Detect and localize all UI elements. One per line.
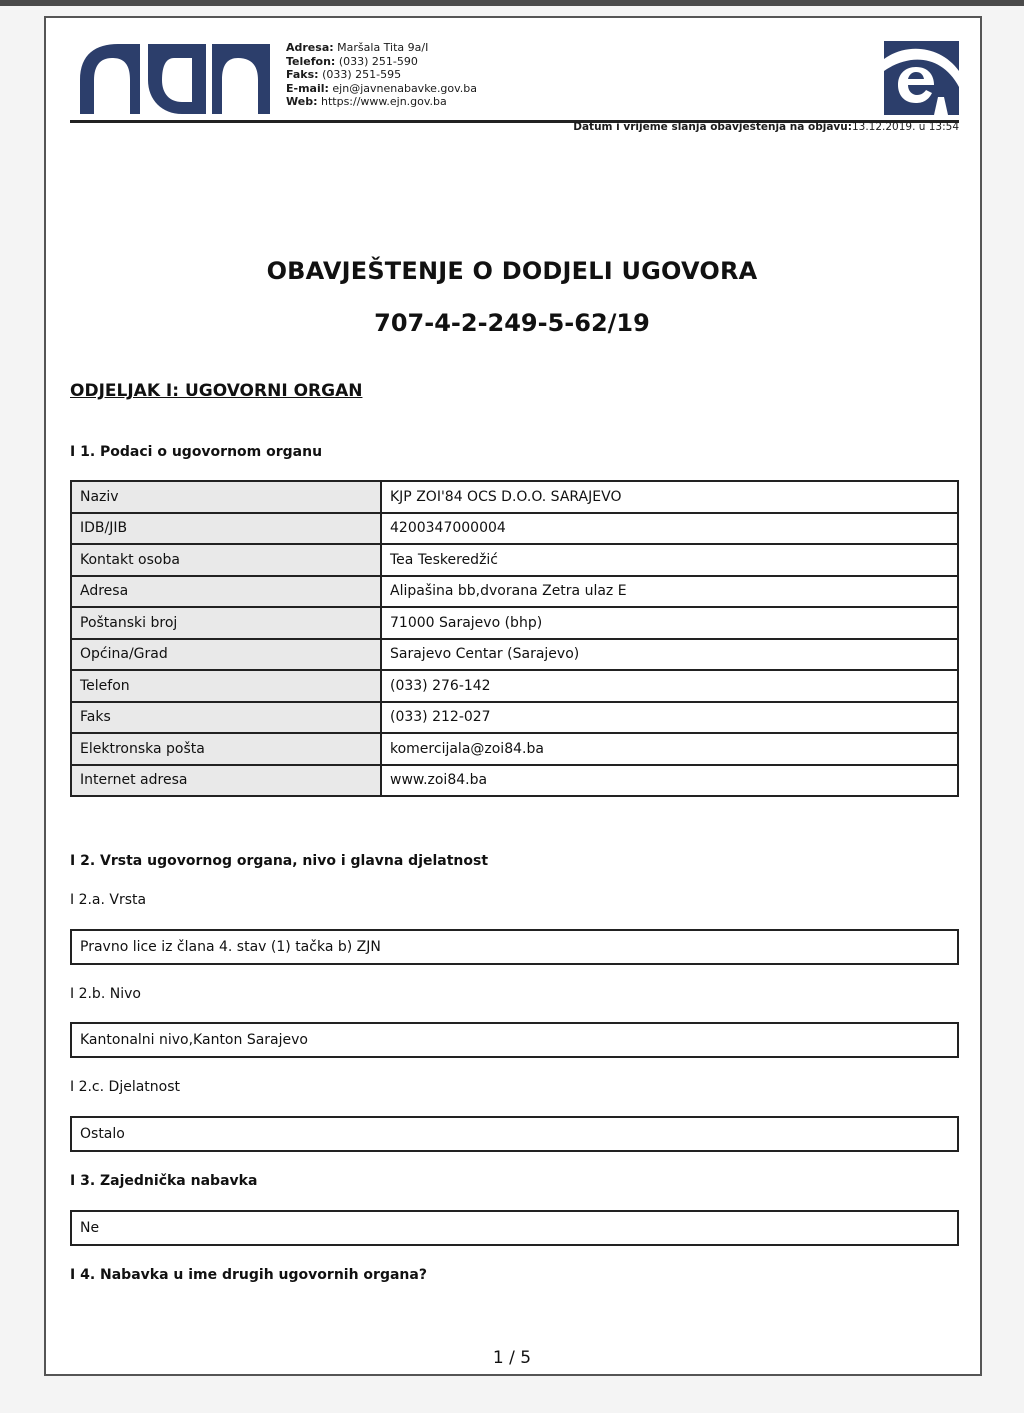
contact-address: Adresa: Maršala Tita 9a/I: [286, 41, 429, 54]
table-row: [71, 639, 958, 671]
field-i2a-value: Pravno lice iz člana 4. stav (1) tačka b) ZJN: [70, 929, 959, 965]
row-label: Kontakt osoba: [71, 544, 381, 576]
row-label: Adresa: [71, 576, 381, 608]
document-number: 707-4-2-249-5-62/19: [374, 309, 650, 337]
contact-email: E-mail: ejn@javnenabavke.gov.ba: [286, 81, 478, 95]
table-row: [71, 513, 958, 545]
ejn-arches-logo-icon: [78, 40, 270, 114]
subheading-i1: I 1. Podaci o ugovornom organu: [70, 444, 323, 460]
row-value: Tea Teskeredžić: [381, 544, 958, 576]
document-title: OBAVJEŠTENJE O DODJELI UGOVORA: [266, 257, 758, 285]
contact-web: Web: https://www.ejn.gov.ba: [286, 95, 447, 109]
row-value: (033) 212-027: [381, 702, 958, 734]
row-value: 71000 Sarajevo (bhp): [381, 607, 958, 639]
page-number: 1 / 5: [492, 1348, 532, 1368]
row-value: (033) 276-142: [381, 670, 958, 702]
contracting-authority-table: [70, 480, 959, 797]
row-label: Faks: [71, 702, 381, 734]
row-value: Sarajevo Centar (Sarajevo): [381, 639, 958, 671]
row-label: Elektronska pošta: [71, 733, 381, 765]
table-row: [71, 733, 958, 765]
viewer-top-bar: [0, 0, 1024, 6]
row-label: IDB/JIB: [71, 513, 381, 545]
row-label: Poštanski broj: [71, 607, 381, 639]
send-datetime: Datum i vrijeme slanja obavještenja na objavu:13.12.2019. u 13:54: [573, 121, 959, 133]
label-i2c: I 2.c. Djelatnost: [70, 1079, 180, 1095]
contact-block: [286, 41, 477, 109]
table-row: [71, 576, 958, 608]
row-label: Internet adresa: [71, 765, 381, 797]
label-i2b: I 2.b. Nivo: [70, 986, 141, 1002]
table-row: [71, 481, 958, 513]
subheading-i3: I 3. Zajednička nabavka: [70, 1173, 258, 1189]
ejn-e-logo-icon: [884, 41, 959, 115]
label-i2a: I 2.a. Vrsta: [70, 892, 147, 908]
row-label: Telefon: [71, 670, 381, 702]
row-value: KJP ZOI'84 OCS D.O.O. SARAJEVO: [381, 481, 958, 513]
field-i2c-value: Ostalo: [70, 1116, 959, 1152]
row-label: Općina/Grad: [71, 639, 381, 671]
field-i2b-value: Kantonalni nivo,Kanton Sarajevo: [70, 1022, 959, 1058]
table-row: [71, 670, 958, 702]
row-label: Naziv: [71, 481, 381, 513]
row-value: 4200347000004: [381, 513, 958, 545]
row-value: Alipašina bb,dvorana Zetra ulaz E: [381, 576, 958, 608]
subheading-i2: I 2. Vrsta ugovornog organa, nivo i glavna djelatnost: [70, 853, 489, 869]
section-heading: ODJELJAK I: UGOVORNI ORGAN: [70, 381, 363, 401]
table-row: [71, 765, 958, 797]
contact-fax: Faks: (033) 251-595: [286, 68, 402, 82]
table-row: [71, 702, 958, 734]
field-i3-value: Ne: [70, 1210, 959, 1246]
row-value: www.zoi84.ba: [381, 765, 958, 797]
subheading-i4: I 4. Nabavka u ime drugih ugovornih organa?: [70, 1267, 427, 1283]
table-row: [71, 607, 958, 639]
table-row: [71, 544, 958, 576]
row-value: komercijala@zoi84.ba: [381, 733, 958, 765]
contact-phone: Telefon: (033) 251-590: [286, 54, 418, 68]
